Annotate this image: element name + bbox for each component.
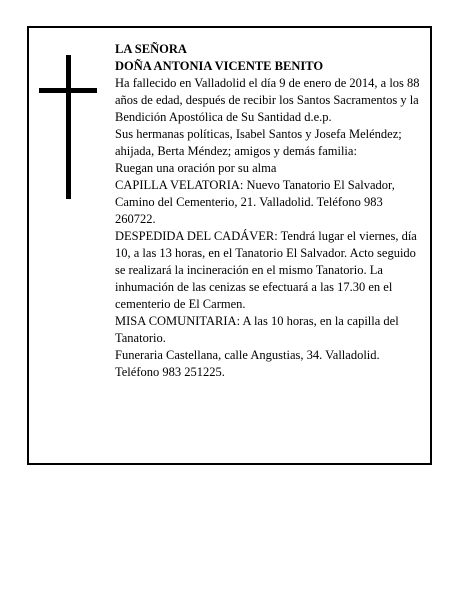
chapel-info: CAPILLA VELATORIA: Nuevo Tanatorio El Salvador, Camino del Cementerio, 21. Valladolid. Teléfono 983 260722. bbox=[115, 178, 395, 226]
funeral-home-info: Funeraria Castellana, calle Angustias, 34. Valladolid. Teléfono 983 251225. bbox=[115, 348, 380, 379]
mourners: Sus hermanas políticas, Isabel Santos y Josefa Meléndez; ahijada, Berta Méndez; amigos y demás familia: bbox=[115, 127, 402, 158]
notice-text bbox=[115, 41, 421, 381]
death-announcement: Ha fallecido en Valladolid el día 9 de enero de 2014, a los 88 años de edad, después de recibir los Santos Sacramentos y la Bendición Apostólica de Su Santidad d.e.p. bbox=[115, 76, 420, 124]
cross-vertical-bar bbox=[66, 55, 71, 199]
notice-title: LA SEÑORA bbox=[115, 42, 187, 56]
prayer-request: Ruegan una oración por su alma bbox=[115, 161, 277, 175]
farewell-info: DESPEDIDA DEL CADÁVER: Tendrá lugar el viernes, día 10, a las 13 horas, en el Tanatorio El Salvador. Acto seguido se realizará la incineración en el mismo Tanatorio. La inhumación de las cenizas se efectuará a las 17.30 en el cementerio de El Carmen. bbox=[115, 229, 417, 311]
cross-horizontal-bar bbox=[39, 88, 97, 93]
obituary-notice bbox=[27, 26, 432, 465]
deceased-name: DOÑA ANTONIA VICENTE BENITO bbox=[115, 59, 324, 73]
cross-icon bbox=[39, 55, 97, 199]
mass-info: MISA COMUNITARIA: A las 10 horas, en la capilla del Tanatorio. bbox=[115, 314, 399, 345]
